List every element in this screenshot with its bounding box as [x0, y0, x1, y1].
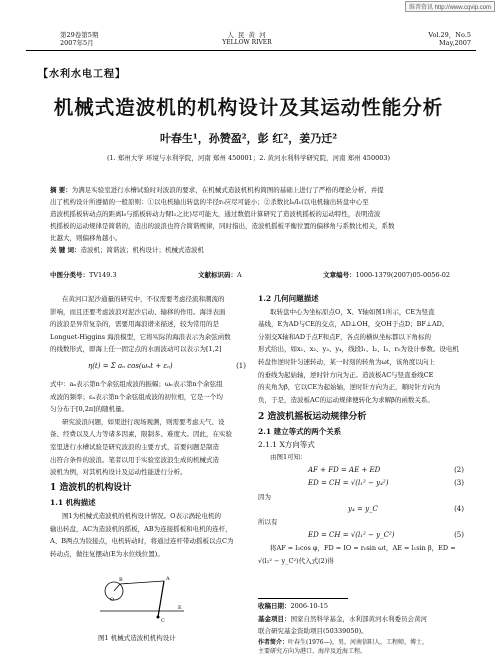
equation-2-body: AF + FD = AE + ED — [308, 465, 381, 474]
header-right — [428, 31, 471, 47]
doc-code-field: 文献标识码：A — [198, 271, 242, 279]
author-bio — [258, 638, 464, 656]
fund-info: 基金项目：国家自然科学基金，水利部黄河水利委员会黄河 — [258, 614, 427, 623]
body-line: 由图1可知： — [270, 453, 307, 462]
equation-5-number: (5) — [454, 530, 464, 539]
intro-line: 影响，而且还要考虑波浪对泥沙启动、输移的作用。海洋表面 — [50, 307, 226, 316]
right-column — [258, 293, 464, 567]
label-c: C — [161, 618, 165, 623]
section-heading-1: 1 造波机的机构设计 — [50, 482, 132, 493]
crank-arm — [114, 584, 120, 591]
body-line: 形式给出，如x₁、x₂、y₃、y₄，线段l₁、l₂、l₃、r₀为设计参数。设电机 — [258, 345, 459, 354]
label-a: A — [166, 576, 170, 582]
label-o: O — [110, 597, 115, 603]
fund-info-cont: 联合研究基金资助项目(50339050)。 — [258, 627, 368, 635]
body-line: 分别交X轴和AD于点F和点F，各点的横纵坐标都以下角标的 — [258, 332, 432, 341]
body-line: 的夹角为β，它以CE为起始轴，逆时针方向为正，顺时针方向为 — [258, 383, 441, 392]
body-line: 输出转盘，AC为造波机的摇板，AB为连接摇板和电机的连杆， — [50, 524, 232, 533]
publication-date-en: May,2007 — [439, 39, 471, 47]
volume-issue: 第29卷第5期 — [60, 31, 99, 39]
equation-1 — [50, 356, 246, 378]
watermark-stamp: 维普资讯 http://www.cqvip.com — [405, 1, 495, 12]
article-no-field: 文章编号：1000-1379(2007)05-0056-02 — [323, 271, 450, 279]
body-line: 图1为机械式造波机的机构设计情况。O表示涡轮电机的 — [62, 511, 221, 520]
abstract-label: 摘 要： — [50, 186, 72, 194]
body-line: 将AF = l₂cos φ，FD = IO = r₀sin ωt，AE = l₁sin β，ED = — [270, 543, 456, 552]
body-line: 转动点，做往复摆动(E为水位线位置)。 — [50, 549, 164, 558]
section-tag: 【水利水电工程】 — [38, 69, 126, 80]
subsection-heading-1-1: 1.1 机构描述 — [50, 498, 96, 508]
subsection-heading-2-1-1: 2.1.1 X方向等式 — [258, 439, 315, 449]
abstract — [50, 184, 450, 256]
header-center — [212, 31, 282, 47]
body-line: 式中：aₙ表示第n个余弦组成波的振幅；ωₙ表示第n个余弦组 — [50, 379, 223, 388]
equation-5 — [258, 529, 464, 542]
affiliations: (1. 郑州大学 环境与水利学院，河南 郑州 450001；2. 黄河水利科学研究院，河南 郑州 450003) — [106, 154, 391, 162]
equation-3-number: (3) — [454, 478, 464, 487]
body-line: 取转盘中心为坐标原点O，X、Y轴如图1所示，CE为竖直 — [270, 307, 435, 316]
publication-date: 2007年5月 — [60, 39, 94, 47]
body-line: 的垂线为起始轴，逆时针方向为正。造波板AC与竖直垂线CE — [258, 370, 434, 379]
intro-line: 的线数形式，即海上任一固定点的水面波动可以表示为[1,2] — [50, 345, 222, 354]
pivot-point — [157, 616, 160, 619]
paper-title: 机械式造波机的机构设计及其运动性能分析 — [53, 96, 444, 119]
body-line: 匀分布于[0,2π]的随机量。 — [50, 405, 129, 414]
figure-1-caption: 图1 机械式造波机机构设计 — [98, 634, 176, 642]
abstract-line: 造波机摇板转动点的距离l₀与摇板转动力臂l₁之比)尽可能大，通过数值计算研究了造波机摇板的运动特性，表明造波 — [50, 210, 381, 218]
abstract-line: 为满足实验室进行水槽试验时对波浪的要求，在机械式造波机机构简图的基础上进行了严格的理论分析，并提 — [71, 186, 384, 194]
footnote-rule — [258, 598, 348, 599]
body-line: A、B两点为铰接点，电机转动时，将通过连杆带动摇板以点C为 — [50, 537, 234, 546]
subsection-heading-2-1: 2.1 建立等式的两个关系 — [258, 426, 342, 436]
equation-2 — [258, 464, 464, 477]
equation-4-number: (4) — [454, 505, 464, 514]
body-line: 成波的频率；εₙ表示第n个余弦组成波的初位相，它是一个均 — [50, 392, 223, 401]
body-line: √(l₁² − y_C²)代入式(2)得 — [258, 556, 334, 565]
body-line: 研究波浪问题，如果进行现场观测，则需要考虑天气、设 — [62, 417, 225, 426]
journal-name-cn: 人 民 黄 河 — [227, 31, 267, 39]
abstract-line: 出了机构设计所遵循的一般原则：①以电机输出转盘的半径r₀应尽可能小；②杀数比l₀/l₁(以电机输出转盘中心至 — [50, 198, 369, 206]
body-line: 基线，E为AD与CE的交点，AD⊥OH，交OH于点D；BF⊥AD。 — [258, 320, 449, 329]
label-b: B — [119, 577, 123, 583]
label-e: E — [178, 605, 182, 611]
volume-issue-en: Vol.29，No.5 — [428, 31, 471, 39]
equation-3-body: ED = CH = √(l₁² − y₄²) — [308, 478, 389, 487]
equation-4-body: y₄ = y_C — [348, 505, 378, 514]
equation-4 — [258, 503, 464, 516]
body-line: 转盘作逆时针匀速转动，某一时刻的转角为ωt，该角度以向上 — [258, 357, 435, 366]
bio-line: 叶春生(1976—)，男，河南信阳人，工程师，博士， — [288, 639, 428, 646]
wave-paddle — [158, 581, 164, 617]
abstract-line: 比越大，则偏移角越小。 — [50, 234, 122, 242]
equation-3 — [258, 477, 464, 491]
journal-name-en: YELLOW RIVER — [222, 39, 272, 46]
figure-1-mechanism-diagram — [92, 571, 192, 623]
classification-row — [50, 270, 450, 279]
footnote — [258, 600, 464, 638]
clc-field: 中图分类号：TV149.3 — [50, 271, 117, 279]
body-line: 室里进行水槽试验是研究波浪的主要方式，首要问题是制造 — [50, 442, 219, 451]
intro-line: 在黄河口泥沙通量的研究中，不仅需要考虑径流和潮流的 — [62, 295, 225, 303]
header-left — [60, 31, 98, 47]
keywords: 造波机；简谐波；机构设计；机械式造波机 — [80, 246, 205, 254]
section-heading-2: 2 造波机摇板运动规律分析 — [258, 412, 367, 423]
body-line: 波机为例，对其机构设计及运动性能进行分析。 — [50, 468, 187, 477]
body-line: 备、经费以及人力等诸多因素，限制多、难度大。因此，在实验 — [50, 430, 232, 439]
keywords-label: 关 键 词： — [50, 246, 81, 254]
body-line: 所以有 — [258, 518, 278, 527]
subsection-heading-1-2: 1.2 几何问题描述 — [258, 294, 319, 303]
intro-line: 的波浪是异常复杂的，需要用海浪谱来描述，较为常用的是 — [50, 320, 219, 329]
body-line: 出符合条件的波浪。笔者以用于实验室波浪生成的机械式造 — [50, 455, 219, 464]
header-rule — [26, 50, 476, 51]
equation-1-number: (1) — [236, 361, 246, 370]
equation-5-body: ED = CH = √(l₁² − y_C²) — [308, 530, 395, 539]
equation-2-number: (2) — [454, 465, 464, 474]
equation-1-body: η(t) = Σ aₙ cos(ωₙt + εₙ) — [88, 361, 173, 370]
body-line: 负，于是，造波板AC的运动规律便转化为求解β的函数关系。 — [258, 395, 434, 404]
intro-line: Longuet-Higgins 海浪模型，它将实际的海浪表示为余弦函数 — [50, 332, 231, 341]
left-column — [50, 293, 246, 560]
abstract-line: 机摇板的运动规律是简谐的，造出的波浪也符合简谐规律，同时指出，造波机摇板平衡位置的偏移角与系数比相关，系数 — [50, 222, 395, 230]
bio-line: 主要研究方向为港口、海岸及近海工程。 — [258, 648, 367, 655]
body-line: 因为 — [258, 492, 271, 501]
received-date: 收稿日期：2006-10-15 — [258, 602, 328, 610]
connecting-rod — [120, 581, 164, 584]
author-list: 叶春生¹，孙赞盈²，彭 红²，姜乃迁² — [159, 132, 338, 145]
bio-label: 作者简介： — [258, 639, 289, 646]
